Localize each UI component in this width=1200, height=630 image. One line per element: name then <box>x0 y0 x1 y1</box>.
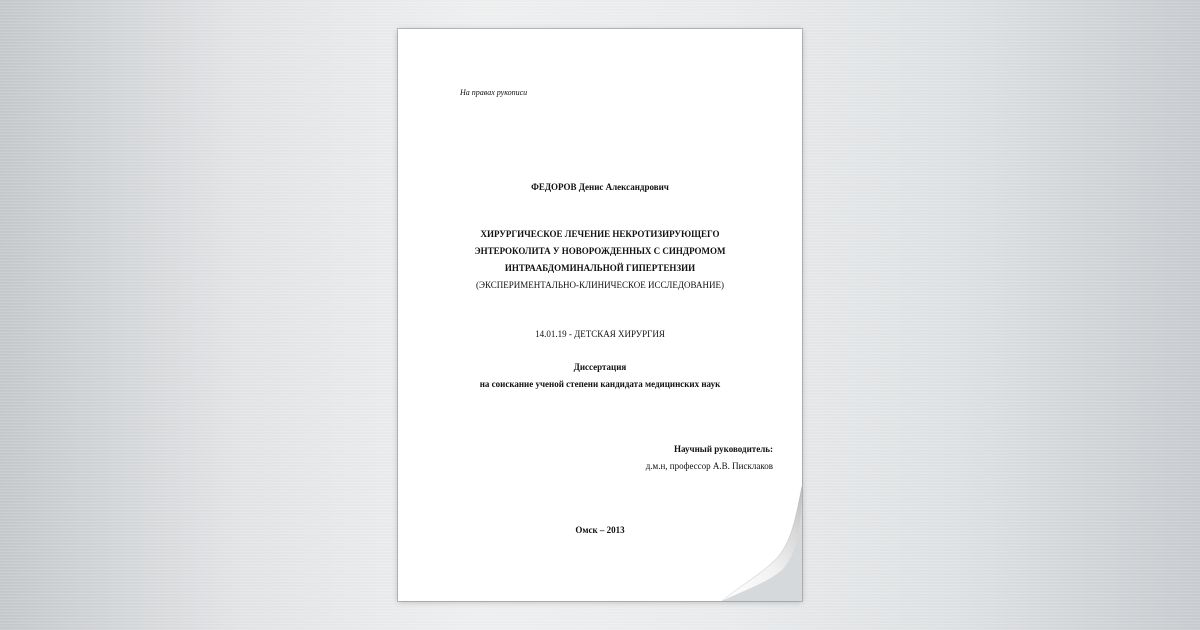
title-line-2: ЭНТЕРОКОЛИТА У НОВОРОЖДЕННЫХ С СИНДРОМОМ <box>474 246 726 256</box>
title-line-3: ИНТРААБДОМИНАЛЬНОЙ ГИПЕРТЕНЗИИ <box>504 263 696 273</box>
supervisor-label: Научный руководитель: <box>674 444 773 454</box>
title-line-1: ХИРУРГИЧЕСКОЕ ЛЕЧЕНИЕ НЕКРОТИЗИРУЮЩЕГО <box>480 229 720 239</box>
document-page <box>398 29 802 601</box>
city-year: Омск – 2013 <box>575 525 625 535</box>
specialty-code: 14.01.19 - ДЕТСКАЯ ХИРУРГИЯ <box>535 329 665 339</box>
author-name: ФЕДОРОВ Денис Александрович <box>531 182 669 192</box>
title-subtitle: (ЭКСПЕРИМЕНТАЛЬНО-КЛИНИЧЕСКОЕ ИССЛЕДОВАНИЕ) <box>476 280 724 290</box>
degree-line: на соискание ученой степени кандидата медицинских наук <box>479 379 721 389</box>
work-type: Диссертация <box>573 362 627 372</box>
page-curl <box>722 486 802 601</box>
supervisor-name: д.м.н, профессор А.В. Писклаков <box>645 461 773 471</box>
manuscript-notice: На правах рукописи <box>460 88 528 97</box>
